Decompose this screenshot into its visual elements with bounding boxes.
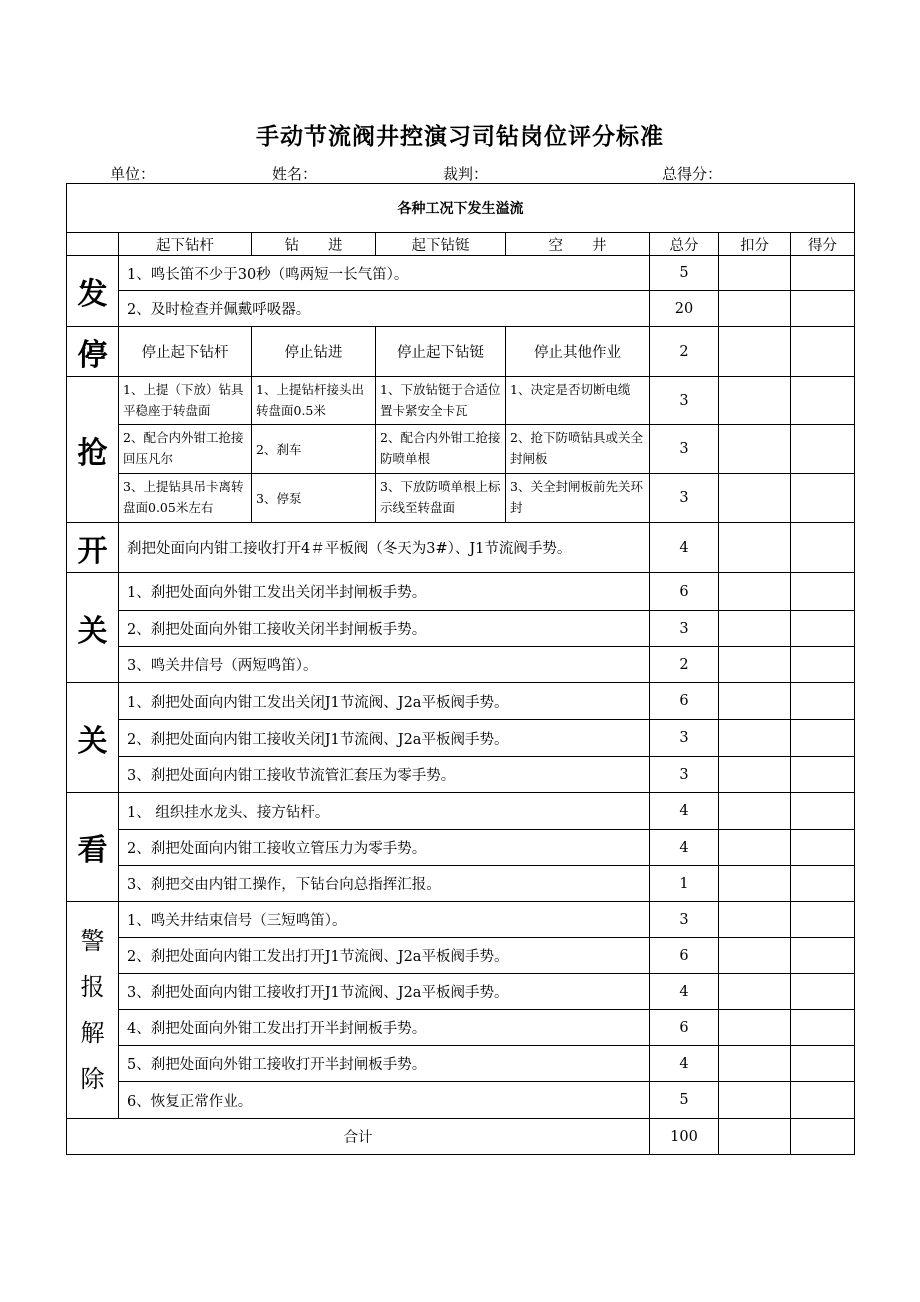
table-row	[67, 647, 855, 683]
item-text: 2、及时检查并佩戴呼吸器。	[119, 291, 650, 327]
item-text: 3、关全封闸板前先关环封	[506, 474, 650, 523]
deduct-cell	[719, 830, 791, 866]
section-header: 各种工况下发生溢流	[67, 184, 855, 233]
deduct-cell	[719, 573, 791, 611]
step-label-char: 除	[80, 1065, 105, 1093]
deduct-cell	[719, 425, 791, 474]
item-score: 3	[650, 425, 719, 474]
item-text: 5、刹把处面向外钳工接收打开半封闸板手势。	[119, 1046, 650, 1082]
item-score: 2	[650, 647, 719, 683]
item-text: 3、鸣关井信号（两短鸣笛）。	[119, 647, 650, 683]
item-text: 3、刹把交由内钳工操作，下钻台向总指挥汇报。	[119, 866, 650, 902]
total-score-label: 总得分：	[662, 165, 723, 183]
score-cell	[791, 256, 855, 291]
score-cell	[791, 474, 855, 523]
deduct-cell	[719, 938, 791, 974]
score-cell	[791, 425, 855, 474]
header-drilling: 钻 进	[252, 233, 376, 256]
item-score: 20	[650, 291, 719, 327]
header-score: 得分	[791, 233, 855, 256]
table-row	[67, 1082, 855, 1119]
item-score: 3	[650, 720, 719, 757]
table-row	[67, 291, 855, 327]
total-row	[67, 1119, 855, 1155]
table-row	[67, 683, 855, 720]
item-text: 3、刹把处面向内钳工接收打开J1节流阀、J2a平板阀手势。	[119, 974, 650, 1010]
score-cell	[791, 1119, 855, 1155]
score-cell	[791, 291, 855, 327]
item-text: 4、刹把处面向外钳工发出打开半封闸板手势。	[119, 1010, 650, 1046]
table-row	[67, 757, 855, 793]
item-text: 停止起下钻杆	[119, 327, 252, 377]
deduct-cell	[719, 377, 791, 425]
table-row	[67, 611, 855, 647]
unit-label: 单位：	[110, 165, 156, 183]
table-row	[67, 327, 855, 377]
column-header-row	[67, 233, 855, 256]
step-label-char: 报	[80, 973, 105, 1001]
deduct-cell	[719, 611, 791, 647]
item-text: 2、刹把处面向内钳工发出打开J1节流阀、J2a平板阀手势。	[119, 938, 650, 974]
item-score: 6	[650, 1010, 719, 1046]
step-label-char: 解	[80, 1019, 105, 1047]
table-row	[67, 377, 855, 425]
table-row	[67, 573, 855, 611]
header-empty-well: 空 井	[506, 233, 650, 256]
score-cell	[791, 611, 855, 647]
item-text: 1、鸣长笛不少于30秒（鸣两短一长气笛）。	[119, 256, 650, 291]
deduct-cell	[719, 866, 791, 902]
score-cell	[791, 1010, 855, 1046]
table-row	[67, 1010, 855, 1046]
score-cell	[791, 866, 855, 902]
item-text: 2、刹把处面向内钳工接收关闭J1节流阀、J2a平板阀手势。	[119, 720, 650, 757]
item-score: 4	[650, 974, 719, 1010]
item-text: 1、鸣关井结束信号（三短鸣笛）。	[119, 902, 650, 938]
score-cell	[791, 902, 855, 938]
score-cell	[791, 1082, 855, 1119]
item-text: 1、刹把处面向内钳工发出关闭J1节流阀、J2a平板阀手势。	[119, 683, 650, 720]
total-score: 100	[650, 1119, 719, 1155]
table-row	[67, 902, 855, 938]
item-text: 6、恢复正常作业。	[119, 1082, 650, 1119]
item-text: 1、下放钻铤于合适位置卡紧安全卡瓦	[376, 377, 506, 425]
step-label-qiang: 抢	[67, 377, 119, 523]
item-text: 2、配合内外钳工抢接防喷单根	[376, 425, 506, 474]
deduct-cell	[719, 683, 791, 720]
item-score: 3	[650, 611, 719, 647]
deduct-cell	[719, 474, 791, 523]
table-row	[67, 1046, 855, 1082]
deduct-cell	[719, 720, 791, 757]
score-cell	[791, 327, 855, 377]
table-row	[67, 425, 855, 474]
item-text: 3、上提钻具吊卡离转盘面0.05米左右	[119, 474, 252, 523]
table-row	[67, 866, 855, 902]
deduct-cell	[719, 647, 791, 683]
score-cell	[791, 377, 855, 425]
item-text: 1、决定是否切断电缆	[506, 377, 650, 425]
section-header-row	[67, 184, 855, 233]
step-label-kai: 开	[67, 523, 119, 573]
table-row	[67, 938, 855, 974]
deduct-cell	[719, 1010, 791, 1046]
score-cell	[791, 523, 855, 573]
score-cell	[791, 830, 855, 866]
total-label: 合计	[67, 1119, 650, 1155]
step-label-char: 警	[80, 927, 105, 955]
deduct-cell	[719, 256, 791, 291]
deduct-cell	[719, 793, 791, 830]
item-text: 1、 组织挂水龙头、接方钻杆。	[119, 793, 650, 830]
item-text: 3、停泵	[252, 474, 376, 523]
step-label-fa: 发	[67, 256, 119, 327]
score-cell	[791, 683, 855, 720]
item-text: 停止起下钻铤	[376, 327, 506, 377]
item-score: 4	[650, 1046, 719, 1082]
table-row	[67, 720, 855, 757]
item-score: 3	[650, 757, 719, 793]
item-text: 2、刹车	[252, 425, 376, 474]
header-trip-drillpipe: 起下钻杆	[119, 233, 252, 256]
score-cell	[791, 573, 855, 611]
header-total: 总分	[650, 233, 719, 256]
item-score: 6	[650, 683, 719, 720]
item-text: 1、刹把处面向外钳工发出关闭半封闸板手势。	[119, 573, 650, 611]
deduct-cell	[719, 1119, 791, 1155]
step-label-ting: 停	[67, 327, 119, 377]
header-blank	[67, 233, 119, 256]
table-row	[67, 474, 855, 523]
item-text: 3、下放防喷单根上标示线至转盘面	[376, 474, 506, 523]
table-row	[67, 830, 855, 866]
item-text: 1、上提钻杆接头出转盘面0.5米	[252, 377, 376, 425]
name-label: 姓名：	[272, 165, 318, 183]
score-cell	[791, 938, 855, 974]
item-score: 5	[650, 1082, 719, 1119]
item-text: 3、刹把处面向内钳工接收节流管汇套压为零手势。	[119, 757, 650, 793]
deduct-cell	[719, 291, 791, 327]
item-score: 1	[650, 866, 719, 902]
item-score: 6	[650, 573, 719, 611]
deduct-cell	[719, 523, 791, 573]
header-trip-collar: 起下钻铤	[376, 233, 506, 256]
item-text: 2、刹把处面向内钳工接收立管压力为零手势。	[119, 830, 650, 866]
score-cell	[791, 793, 855, 830]
item-text: 2、抢下防喷钻具或关全封闸板	[506, 425, 650, 474]
deduct-cell	[719, 1046, 791, 1082]
score-cell	[791, 757, 855, 793]
table-row	[67, 523, 855, 573]
score-cell	[791, 720, 855, 757]
deduct-cell	[719, 902, 791, 938]
header-deduct: 扣分	[719, 233, 791, 256]
item-score: 3	[650, 377, 719, 425]
score-cell	[791, 647, 855, 683]
item-score: 6	[650, 938, 719, 974]
item-score: 5	[650, 256, 719, 291]
item-text: 1、上提（下放）钻具平稳座于转盘面	[119, 377, 252, 425]
step-label-kan: 看	[67, 793, 119, 902]
step-label-guan-2: 关	[67, 683, 119, 793]
table-row	[67, 793, 855, 830]
item-text: 刹把处面向内钳工接收打开4＃平板阀（冬天为3#）、J1节流阀手势。	[119, 523, 650, 573]
scoring-table	[66, 183, 855, 1155]
item-score: 3	[650, 902, 719, 938]
step-label-jingbao	[67, 902, 119, 1119]
item-text: 停止其他作业	[506, 327, 650, 377]
deduct-cell	[719, 327, 791, 377]
item-score: 2	[650, 327, 719, 377]
table-row	[67, 974, 855, 1010]
score-cell	[791, 1046, 855, 1082]
page-title: 手动节流阀井控演习司钻岗位评分标准	[256, 124, 664, 150]
deduct-cell	[719, 757, 791, 793]
item-score: 4	[650, 523, 719, 573]
item-text: 2、刹把处面向外钳工接收关闭半封闸板手势。	[119, 611, 650, 647]
score-cell	[791, 974, 855, 1010]
item-text: 停止钻进	[252, 327, 376, 377]
step-label-guan-1: 关	[67, 573, 119, 683]
item-score: 4	[650, 830, 719, 866]
item-score: 3	[650, 474, 719, 523]
deduct-cell	[719, 974, 791, 1010]
item-text: 2、配合内外钳工抢接回压凡尔	[119, 425, 252, 474]
deduct-cell	[719, 1082, 791, 1119]
judge-label: 裁判：	[443, 165, 489, 183]
table-row	[67, 256, 855, 291]
item-score: 4	[650, 793, 719, 830]
